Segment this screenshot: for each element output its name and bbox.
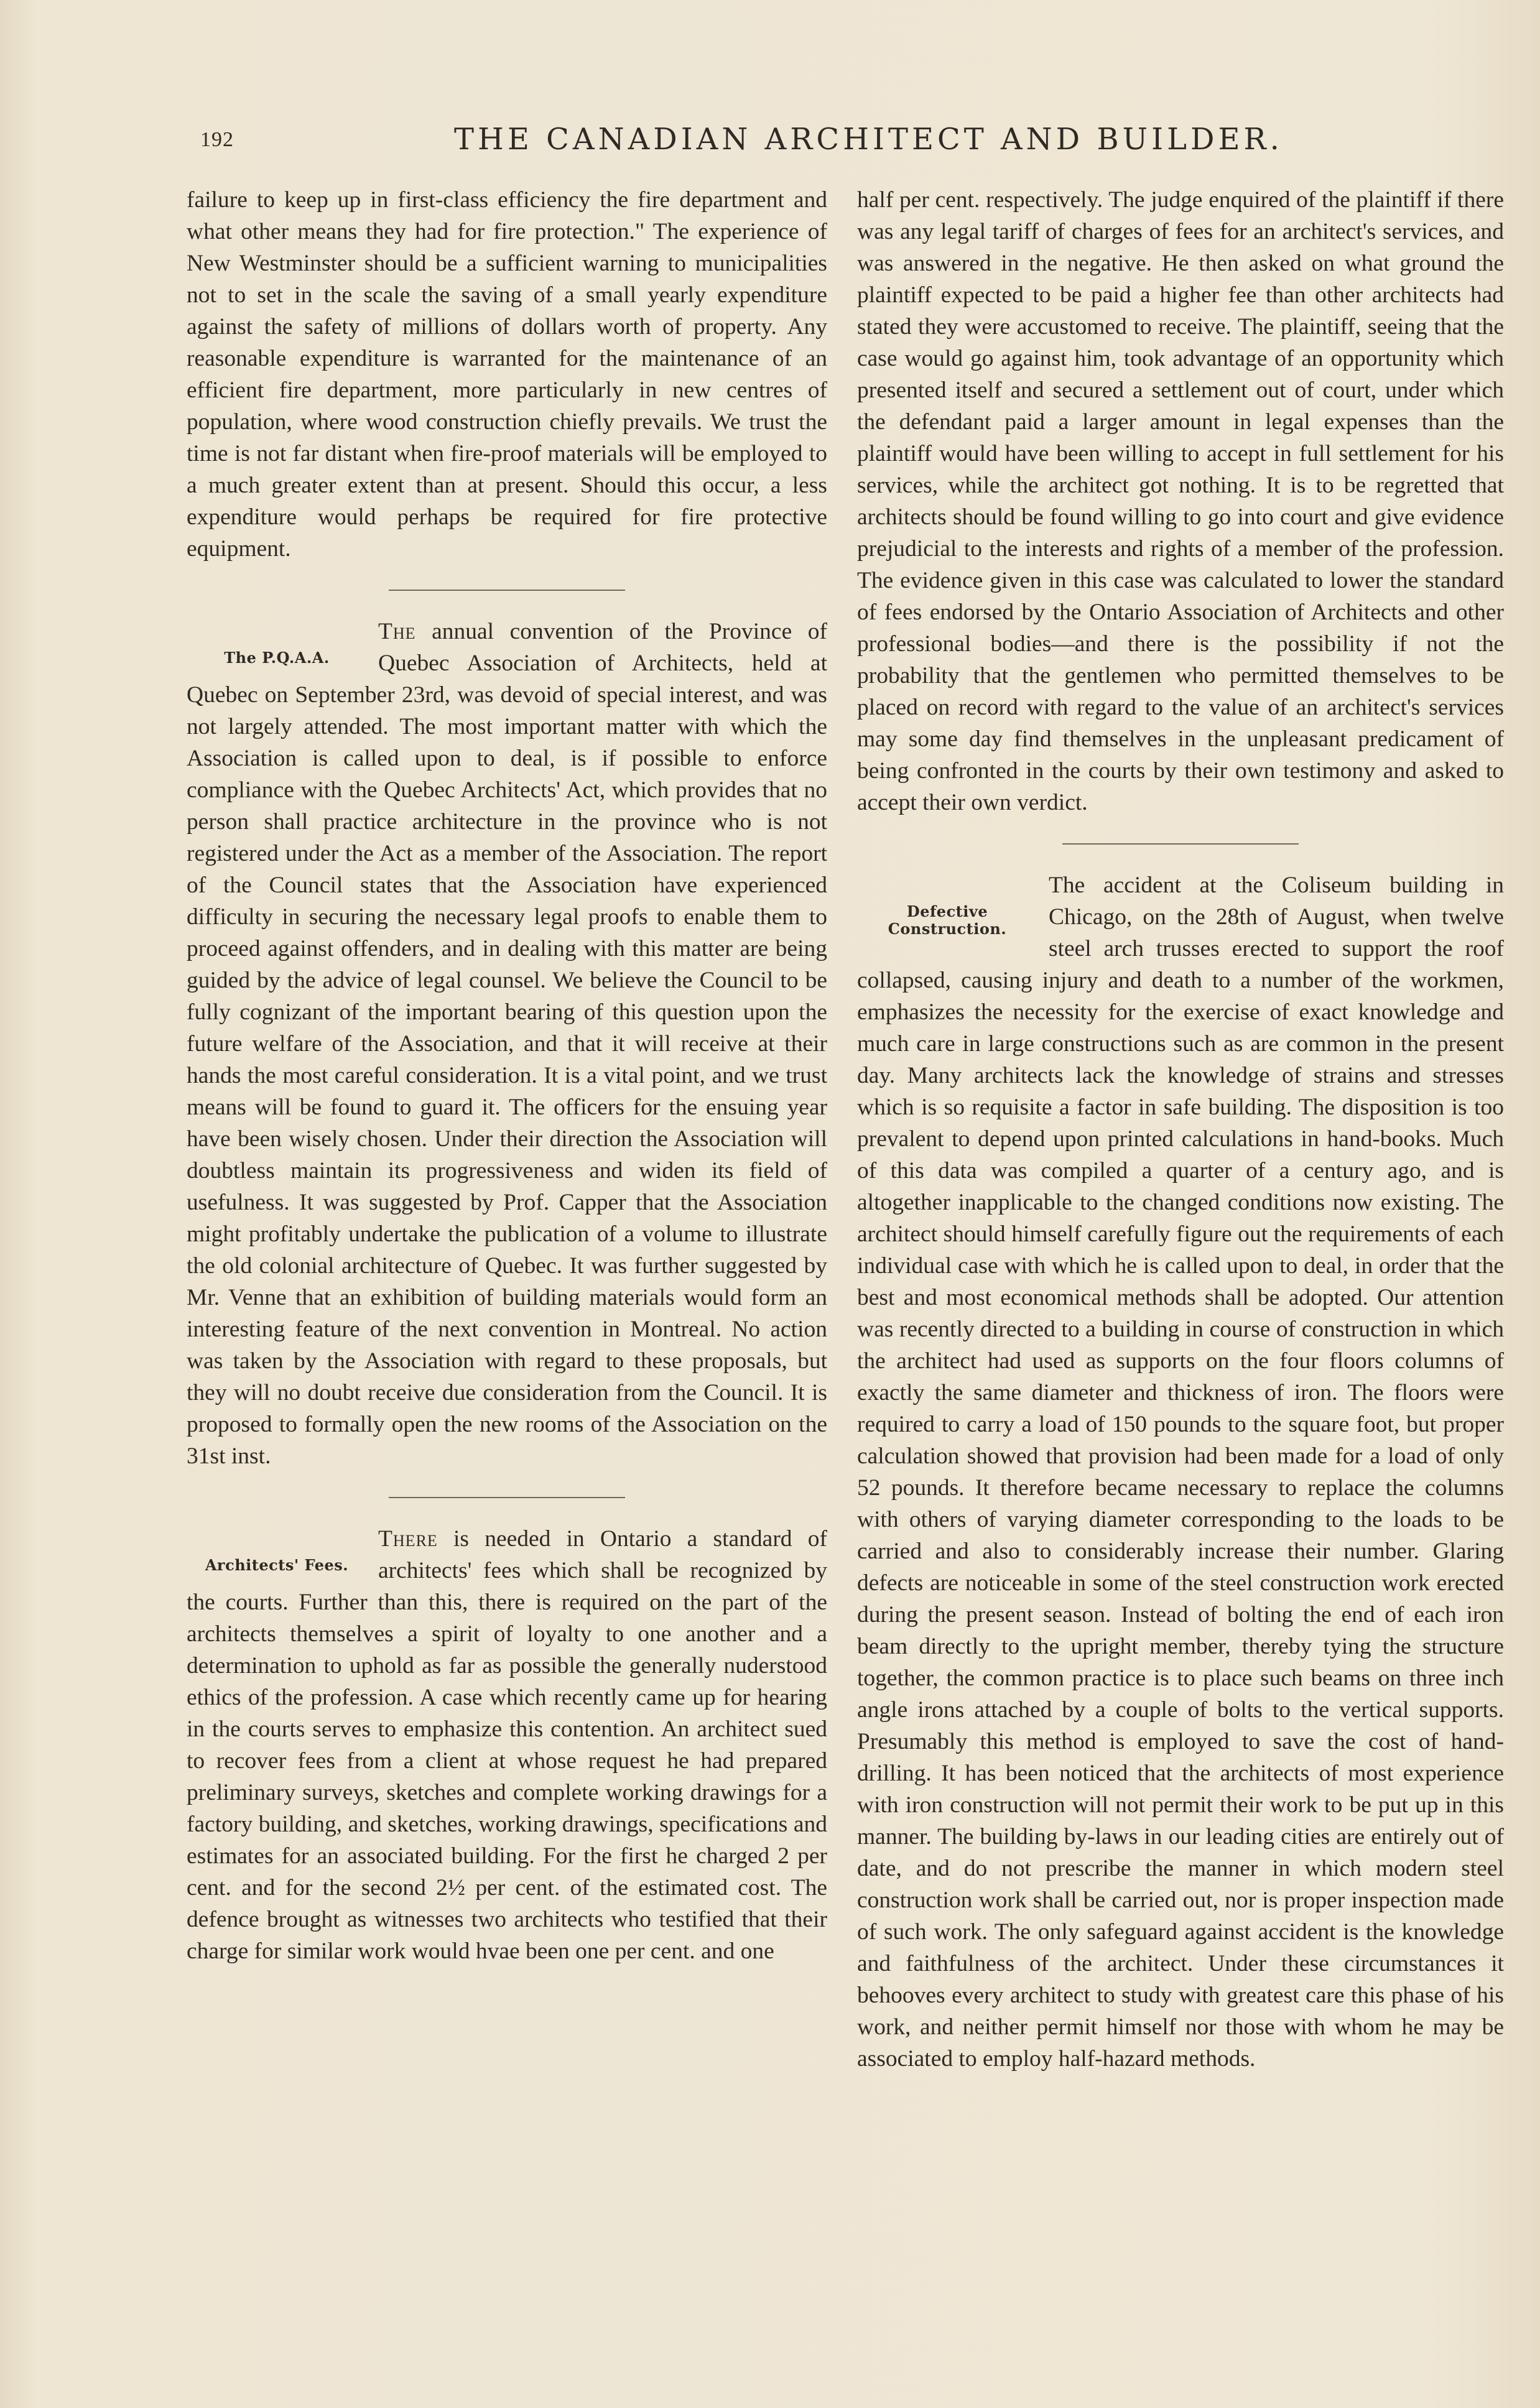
fees-paragraph	[187, 1523, 827, 1967]
fees-sidehead: Architects' Fees.	[205, 1556, 349, 1574]
defective-construction-paragraph: The accident at the Coliseum building in Chicago, on the 28th of August, when twelve steel arch trusses erected to support the roof collapsed, causing injury and death to a number of the workmen, emphasizes the necessity for the exercise of exact knowledge and much care in large constructions such as are common in the present day. Many architects lack the knowledge of strains and stresses which is so requisite a factor in safe building. The disposition is too prevalent to depend upon printed calculations in hand-books. Much of this data was compiled a quarter of a century ago, and is altogether inapplicable to the changed conditions now existing. The architect should himself carefully figure out the requirements of each individual case with which he is called upon to deal, in order that the best and most economical methods shall be adopted. Our attention was recently directed to a building in course of construction in which the architect had used as supports on the four floors columns of exactly the same diameter and thickness of iron. The floors were required to carry a load of 150 pounds to the square foot, but proper calculation showed that provision had been made for a load of only 52 pounds. It therefore became necessary to replace the columns with others of varying diameter corresponding to the loads to be carried and also to considerably increase their number. Glaring defects are noticeable in some of the steel construction work erected during the present season. Instead of bolting the end of each iron beam directly to the upright member, thereby tying the structure together, the common practice is to place such beams on three inch angle irons attached by a couple of bolts to the vertical supports. Presumably this method is employed to save the cost of hand-drilling. It has been noticed that the architects of most experience with iron construction will not permit their work to be put up in this manner. The building by-laws in our leading cities are entirely out of date, and do not prescribe the manner in which modern steel construction work shall be carried out, nor is proper inspection made of such work. The only safeguard against accident is the knowledge and faithfulness of the architect. Under these circumstances it behooves every architect to study with greatest care this phase of his work, and neither permit himself nor those with whom he may be associated to employ half-hazard methods.	[857, 873, 1504, 2072]
fees-lead-word: There	[378, 1526, 438, 1552]
pqaa-section	[187, 616, 827, 1472]
right-column	[857, 184, 1504, 2075]
fees-section	[187, 1523, 827, 1967]
pqaa-sidehead: The P.Q.A.A.	[224, 649, 330, 667]
section-divider	[389, 1497, 625, 1498]
running-title: THE CANADIAN ARCHITECT AND BUILDER.	[454, 122, 1283, 157]
pqaa-paragraph	[187, 616, 827, 1472]
defective-construction-sidehead: Defective Construction.	[888, 902, 1007, 938]
section-divider	[389, 590, 625, 591]
fees-continued-paragraph: half per cent. respectively. The judge enquired of the plaintiff if there was any legal tariff of charges of fees for an architect's services, and was answered in the negative. He then asked on what ground the plaintiff expected to be paid a higher fee than other architects had stated they were accustomed to receive. The plaintiff, seeing that the case would go against him, took advantage of an opportunity which presented itself and secured a settlement out of court, under which the defendant paid a larger amount in legal expenses than the plaintiff would have been willing to accept in full settlement for his services, while the architect got nothing. It is to be regretted that architects should be found willing to go into court and give evidence prejudicial to the interests and rights of a member of the profession. The evidence given in this case was calculated to lower the standard of fees endorsed by the Ontario Association of Architects and other professional bodies—and there is the possibility if not the probability that the gentlemen who permitted themselves to be placed on record with regard to the value of an architect's services may some day find themselves in the unpleasant predicament of being confronted in the courts by their own testimony and asked to accept their own verdict.	[857, 187, 1504, 815]
pqaa-lead-word: The	[378, 619, 416, 644]
page-number: 192	[200, 128, 234, 151]
left-column	[187, 184, 827, 1967]
section-divider	[1062, 843, 1299, 845]
fire-protection-paragraph: failure to keep up in first-class efficiency the fire department and what other means they had for fire protection." The experience of New Westminster should be a sufficient warning to municipalities not to set in the scale the saving of a small yearly expenditure against the safety of millions of dollars worth of property. Any reasonable expenditure is warranted for the maintenance of an efficient fire department, more particularly in new centres of population, where wood construction chiefly prevails. We trust the time is not far distant when fire-proof materials will be employed to a much greater extent than at present. Should this occur, a less expenditure would perhaps be required for fire protective equipment.	[187, 187, 827, 562]
fees-text: is needed in Ontario a standard of architects' fees which shall be recognized by the courts. Further than this, there is required on the part of the architects themselves a spirit of loyalty to one another and a determination to uphold as far as possible the generally nuderstood ethics of the profession. A case which recently came up for hearing in the courts serves to emphasize this contention. An architect sued to recover fees from a client at whose request he had prepared preliminary surveys, sketches and complete working drawings for a factory building, and sketches, working drawings, specifications and estimates for an associated building. For the first he charged 2 per cent. and for the second 2½ per cent. of the estimated cost. The defence brought as witnesses two architects who testified that their charge for similar work would hvae been one per cent. and one	[187, 1526, 827, 1964]
pqaa-text: annual convention of the Province of Quebec Association of Architects, held at Quebec on September 23rd, was devoid of special interest, and was not largely attended. The most important matter with which the Association is called upon to deal, is if possible to enforce compliance with the Quebec Architects' Act, which provides that no person shall practice architecture in the province who is not registered under the Act as a member of the Association. The report of the Council states that the Association have experienced difficulty in securing the necessary legal proofs to enable them to proceed against offenders, and in dealing with this matter are being guided by the advice of legal counsel. We believe the Council to be fully cognizant of the important bearing of this question upon the future welfare of the Association, and that it will receive at their hands the most careful consideration. It is a vital point, and we trust means will be found to guard it. The officers for the ensuing year have been wisely chosen. Under their direction the Association will doubtless maintain its progressiveness and widen its field of usefulness. It was suggested by Prof. Capper that the Association might profitably undertake the publication of a volume to illustrate the old colonial architecture of Quebec. It was further suggested by Mr. Venne that an exhibition of building materials would form an interesting feature of the next convention in Montreal. No action was taken by the Association with regard to these proposals, but they will no doubt receive due consideration from the Council. It is proposed to formally open the new rooms of the Association on the 31st inst.	[187, 619, 827, 1469]
defective-construction-section	[857, 869, 1504, 2075]
